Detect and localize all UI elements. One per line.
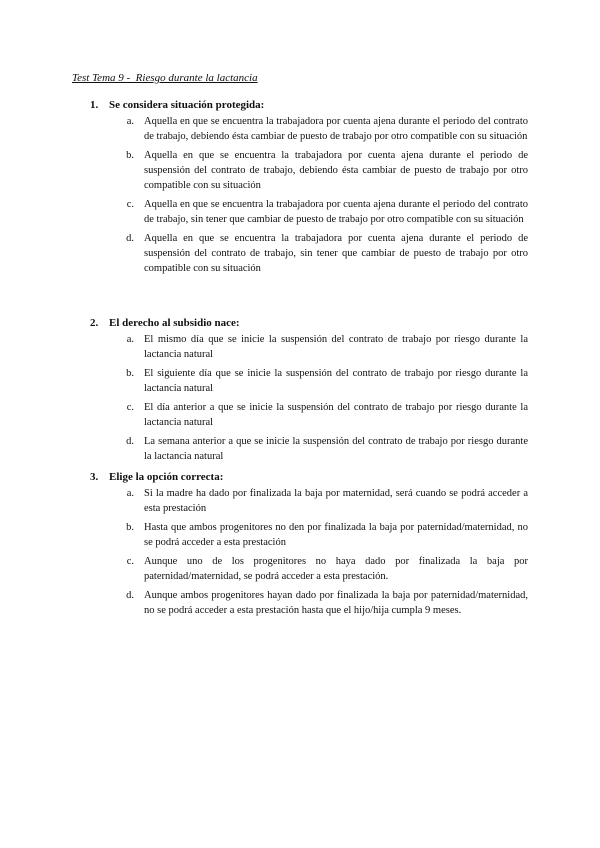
option-a <box>90 114 528 144</box>
question-text: Elige la opción correcta: <box>109 471 224 483</box>
option-letter: d. <box>126 590 134 601</box>
option-letter: b. <box>126 522 134 533</box>
option-letter: b. <box>126 150 134 161</box>
option-letter: a. <box>126 488 134 499</box>
question-3 <box>90 470 528 622</box>
option-a <box>90 332 528 362</box>
question-2 <box>90 316 528 468</box>
option-b <box>90 148 528 193</box>
question-text: Se considera situación protegida: <box>109 99 265 111</box>
option-d <box>90 588 528 618</box>
option-text: Aquella en que se encuentra la trabajadora por cuenta ajena durante el periodo del contrato de trabajo, sin tener que cambiar de puesto de trabajo por otro compatible con su situación <box>144 199 528 225</box>
option-b <box>90 366 528 396</box>
question-number: 1. <box>90 99 99 111</box>
option-letter: d. <box>126 233 134 244</box>
option-text: Aunque uno de los progenitores no haya dado por finalizada la baja por paternidad/maternidad, se podrá acceder a esta prestación. <box>144 556 528 582</box>
option-text: Aunque ambos progenitores hayan dado por finalizada la baja por paternidad/maternidad, no se podrá acceder a esta prestación hasta que el hijo/hija cumpla 9 meses. <box>144 590 528 616</box>
option-d <box>90 434 528 464</box>
option-letter: c. <box>126 556 134 567</box>
option-letter: c. <box>126 402 134 413</box>
question-heading <box>90 98 528 112</box>
page-title: Test Tema 9 - Riesgo durante la lactancia <box>72 72 258 84</box>
option-text: Aquella en que se encuentra la trabajadora por cuenta ajena durante el periodo del contrato de trabajo, debiendo ésta cambiar de puesto de trabajo por otro compatible con su situación <box>144 116 528 142</box>
option-letter: a. <box>126 116 134 127</box>
option-b <box>90 520 528 550</box>
option-letter: d. <box>126 436 134 447</box>
option-text: El mismo día que se inicie la suspensión del contrato de trabajo por riesgo durante la lactancia natural <box>144 334 528 360</box>
option-text: El siguiente día que se inicie la suspensión del contrato de trabajo por riesgo durante la lactancia natural <box>144 368 528 394</box>
option-text: Aquella en que se encuentra la trabajadora por cuenta ajena durante el periodo de suspensión del contrato de trabajo, debiendo ésta cambiar de puesto de trabajo por otro compatible con su situación <box>144 150 528 191</box>
option-text: Aquella en que se encuentra la trabajadora por cuenta ajena durante el periodo de suspensión del contrato de trabajo, sin tener que cambiar de puesto de trabajo por otro compatible con su situación <box>144 233 528 274</box>
option-letter: b. <box>126 368 134 379</box>
question-heading <box>90 316 528 330</box>
option-text: El día anterior a que se inicie la suspensión del contrato de trabajo por riesgo durante la lactancia natural <box>144 402 528 428</box>
question-text: El derecho al subsidio nace: <box>109 317 240 329</box>
option-a <box>90 486 528 516</box>
option-list <box>90 332 528 464</box>
question-number: 2. <box>90 317 99 329</box>
option-list <box>90 114 528 276</box>
question-1 <box>90 98 528 280</box>
option-c <box>90 197 528 227</box>
option-letter: a. <box>126 334 134 345</box>
option-c <box>90 400 528 430</box>
option-d <box>90 231 528 276</box>
option-c <box>90 554 528 584</box>
question-heading <box>90 470 528 484</box>
option-text: La semana anterior a que se inicie la suspensión del contrato de trabajo por riesgo durante la lactancia natural <box>144 436 528 462</box>
question-number: 3. <box>90 471 99 483</box>
option-letter: c. <box>126 199 134 210</box>
option-list <box>90 486 528 618</box>
option-text: Hasta que ambos progenitores no den por finalizada la baja por paternidad/maternidad, no se podrá acceder a esta prestación <box>144 522 528 548</box>
option-text: Si la madre ha dado por finalizada la baja por maternidad, será cuando se podrá acceder a esta prestación <box>144 488 528 514</box>
